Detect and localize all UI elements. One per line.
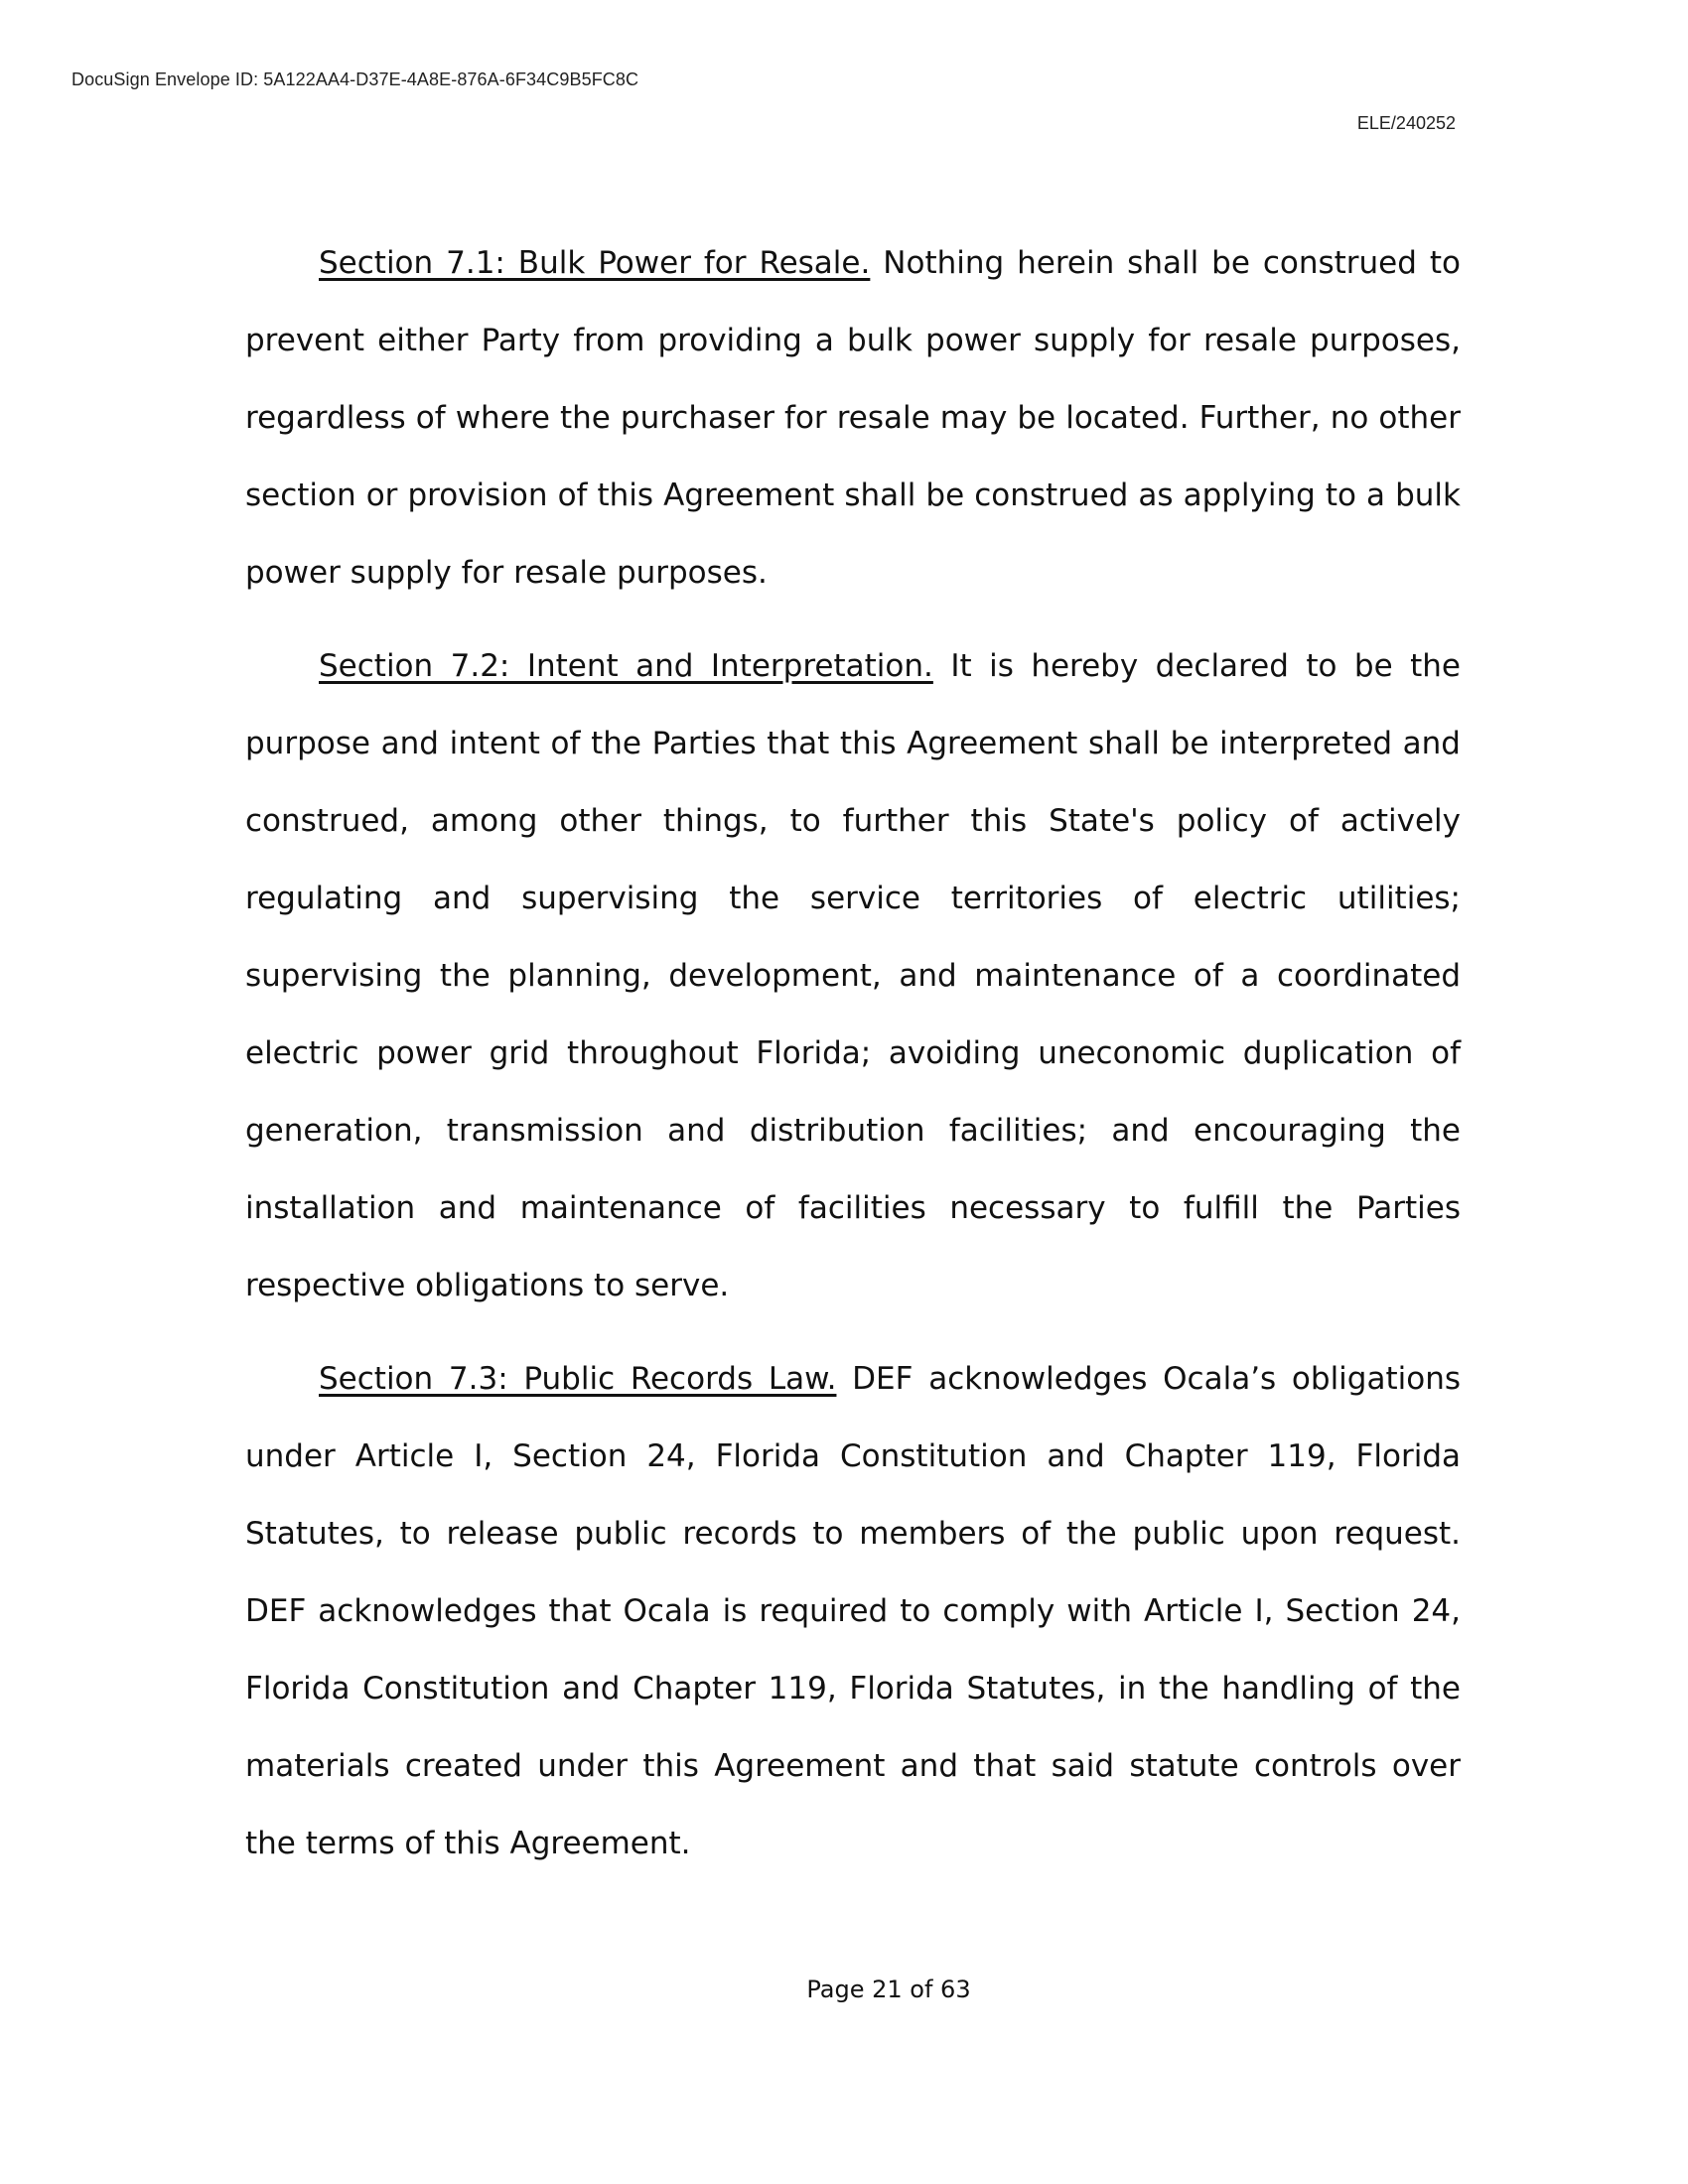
document-body	[245, 224, 1461, 1898]
section-7-2-heading: Section 7.2: Intent and Interpretation.	[319, 648, 933, 684]
section-7-1-heading: Section 7.1: Bulk Power for Resale.	[319, 245, 871, 281]
document-reference: ELE/240252	[1356, 113, 1456, 133]
page-number: Page 21 of 63	[806, 1976, 971, 2003]
section-7-3	[245, 1340, 1461, 1882]
section-7-2	[245, 627, 1461, 1324]
section-7-1	[245, 224, 1461, 612]
docusign-envelope-id: DocuSign Envelope ID: 5A122AA4-D37E-4A8E-876A-6F34C9B5FC8C	[71, 69, 639, 89]
section-7-1-text: Nothing herein shall be construed to prevent either Party from providing a bulk power supply for resale purposes, regardless of where the purchaser for resale may be located. Further, no other section or provision of this Agreement shall be construed as applying to a bulk power supply for resale purposes.	[245, 245, 1461, 591]
section-7-2-text: It is hereby declared to be the purpose and intent of the Parties that this Agreement shall be interpreted and construed, among other things, to further this State's policy of actively regulating and supervising the service territories of electric utilities; supervising the planning, development, and maintenance of a coordinated electric power grid throughout Florida; avoiding uneconomic duplication of generation, transmission and distribution facilities; and encouraging the installation and maintenance of facilities necessary to fulfill the Parties respective obligations to serve.	[245, 648, 1461, 1303]
section-7-3-text: DEF acknowledges Ocala’s obligations under Article I, Section 24, Florida Constitution and Chapter 119, Florida Statutes, to release public records to members of the public upon request. DEF acknowledges that Ocala is required to comply with Article I, Section 24, Florida Constitution and Chapter 119, Florida Statutes, in the handling of the materials created under this Agreement and that said statute controls over the terms of this Agreement.	[245, 1361, 1461, 1861]
section-7-3-heading: Section 7.3: Public Records Law.	[319, 1361, 837, 1397]
